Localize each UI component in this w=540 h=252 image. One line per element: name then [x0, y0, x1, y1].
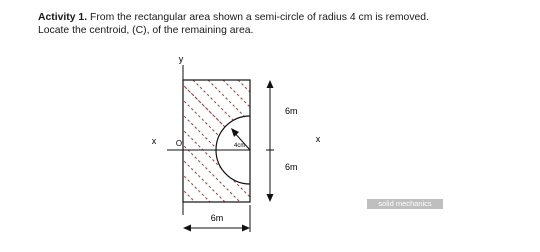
height-bottom-arrowhead: [267, 194, 274, 202]
watermark: solid mechanics: [367, 199, 443, 209]
origin-label: O: [175, 139, 183, 148]
problem-line-2: Locate the centroid, (C), of the remaining area.: [38, 25, 254, 37]
upper-height-label: 6m: [285, 106, 298, 116]
rectangle-outline: [183, 80, 250, 202]
x-axis-right-label: x: [315, 134, 321, 144]
remaining-area-hatching: [163, 65, 348, 252]
radius-label: 4cm: [234, 143, 246, 149]
problem-text-1: From the rectangular area shown a semi-circle of radius 4 cm is removed.: [89, 12, 429, 23]
width-label: 6m: [210, 213, 224, 223]
width-left-arrowhead: [183, 225, 191, 232]
y-axis-label: y: [178, 54, 184, 64]
activity-label: Activity 1.: [38, 12, 88, 23]
height-top-arrowhead: [267, 80, 274, 88]
lower-height-label: 6m: [285, 162, 298, 172]
x-axis-left-label: x: [151, 136, 157, 146]
width-right-arrowhead: [242, 225, 250, 232]
